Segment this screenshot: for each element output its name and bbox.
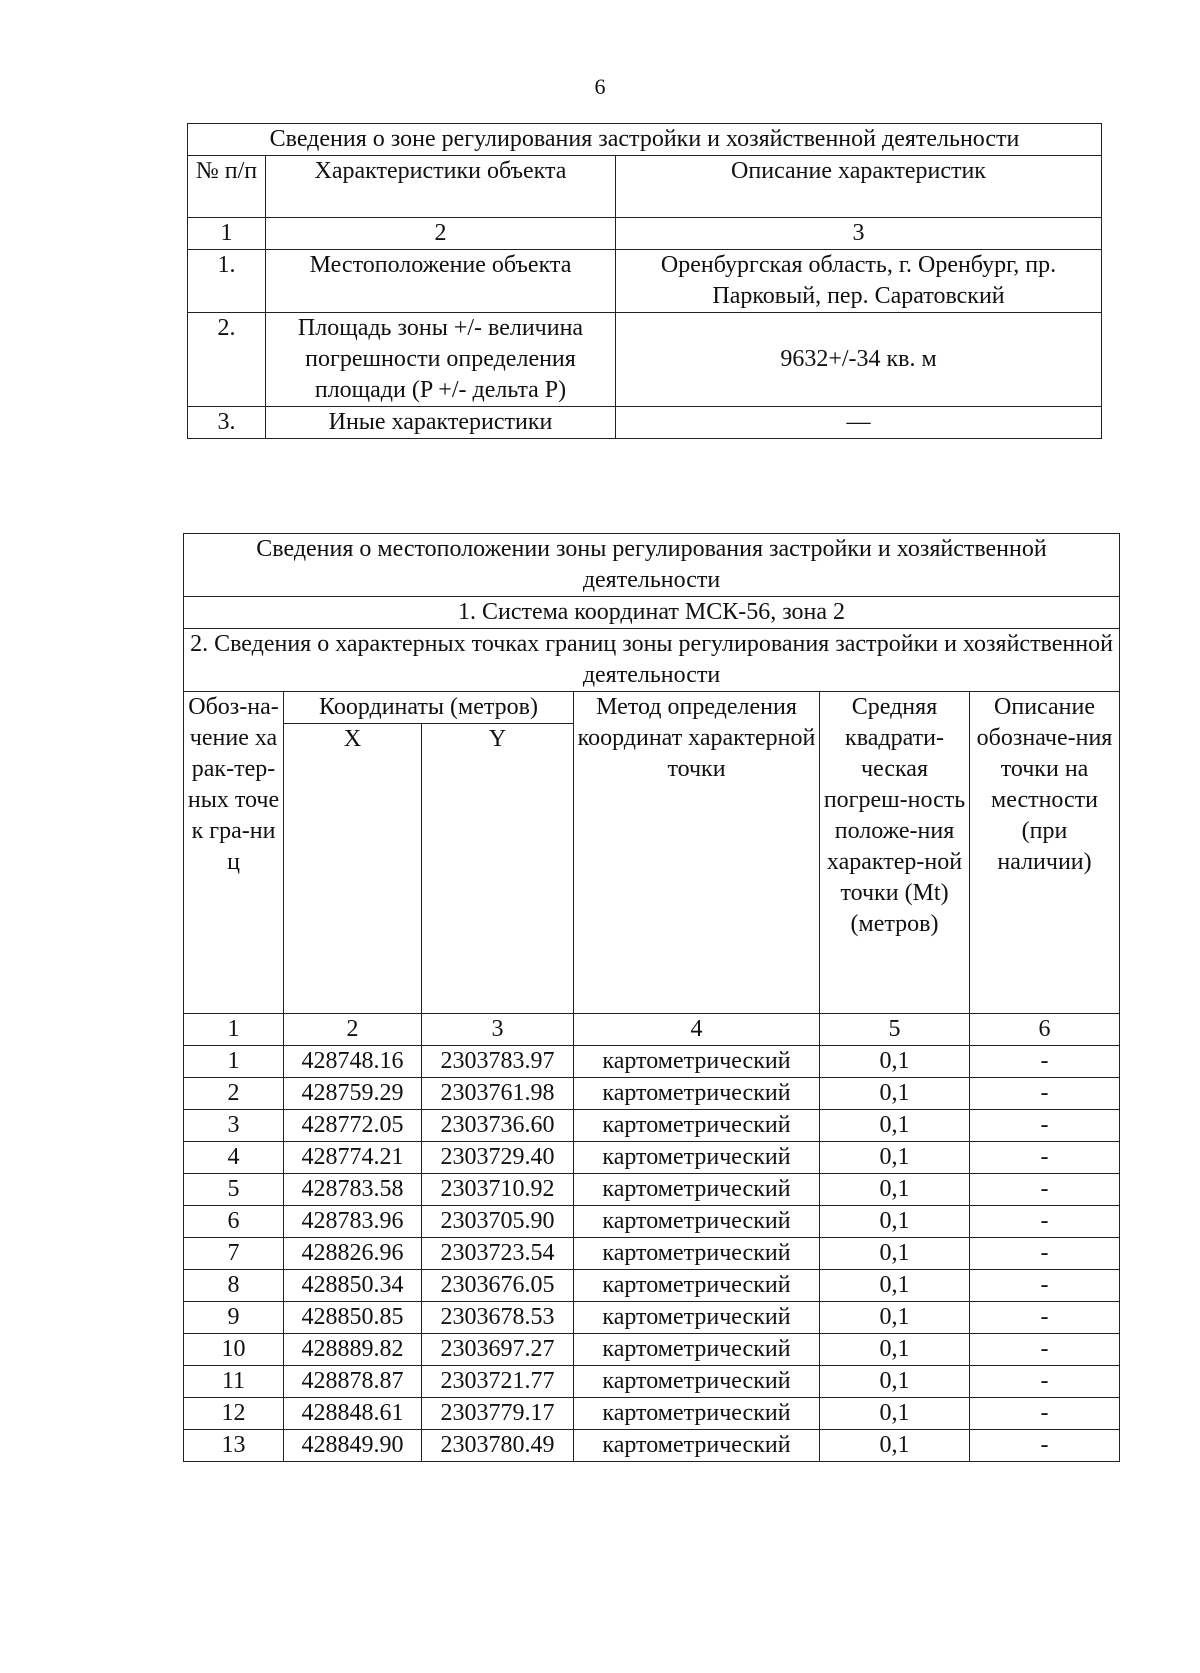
point-description: -	[970, 1366, 1120, 1398]
method: картометрический	[574, 1206, 820, 1238]
row-num: 3.	[188, 407, 266, 439]
point-number: 5	[184, 1174, 284, 1206]
mt-error: 0,1	[820, 1430, 970, 1462]
method: картометрический	[574, 1302, 820, 1334]
coord-y: 2303697.27	[422, 1334, 574, 1366]
point-number: 12	[184, 1398, 284, 1430]
row-characteristic: Площадь зоны +/- величина погрешности определения площади (P +/- дельта P)	[266, 313, 616, 407]
mt-error: 0,1	[820, 1206, 970, 1238]
point-number: 11	[184, 1366, 284, 1398]
header-description: Описание характеристик	[616, 156, 1102, 218]
method: картометрический	[574, 1398, 820, 1430]
coord-y: 2303723.54	[422, 1238, 574, 1270]
method: картометрический	[574, 1110, 820, 1142]
point-description: -	[970, 1206, 1120, 1238]
coord-x: 428849.90	[284, 1430, 422, 1462]
row-description: Оренбургская область, г. Оренбург, пр. Парковый, пер. Саратовский	[616, 250, 1102, 313]
mt-error: 0,1	[820, 1334, 970, 1366]
coord-y: 2303783.97	[422, 1046, 574, 1078]
row-characteristic: Местоположение объекта	[266, 250, 616, 313]
table-row	[184, 1430, 1120, 1462]
coord-x: 428759.29	[284, 1078, 422, 1110]
header-designation: Обоз-на-чение харак-тер-ных точек гра-ниц	[184, 692, 284, 1014]
coord-y: 2303780.49	[422, 1430, 574, 1462]
mt-error: 0,1	[820, 1238, 970, 1270]
mt-error: 0,1	[820, 1270, 970, 1302]
mt-error: 0,1	[820, 1110, 970, 1142]
coordinates-table	[183, 533, 1120, 1462]
table-row	[184, 1110, 1120, 1142]
mt-error: 0,1	[820, 1174, 970, 1206]
header-method: Метод определения координат характерной точки	[574, 692, 820, 1014]
col-number: 5	[820, 1014, 970, 1046]
coord-x: 428772.05	[284, 1110, 422, 1142]
col-number: 1	[188, 218, 266, 250]
method: картометрический	[574, 1366, 820, 1398]
col-number: 2	[266, 218, 616, 250]
col-number: 3	[422, 1014, 574, 1046]
point-number: 8	[184, 1270, 284, 1302]
method: картометрический	[574, 1078, 820, 1110]
col-number: 6	[970, 1014, 1120, 1046]
coordinate-system: 1. Система координат МСК-56, зона 2	[184, 597, 1120, 629]
point-description: -	[970, 1238, 1120, 1270]
table-row	[184, 1334, 1120, 1366]
point-description: -	[970, 1046, 1120, 1078]
header-y: Y	[422, 724, 574, 1014]
coord-y: 2303710.92	[422, 1174, 574, 1206]
row-num: 1.	[188, 250, 266, 313]
table-row	[184, 1302, 1120, 1334]
mt-error: 0,1	[820, 1078, 970, 1110]
points-subtitle: 2. Сведения о характерных точках границ зоны регулирования застройки и хозяйственной деятельности	[184, 629, 1120, 692]
point-description: -	[970, 1430, 1120, 1462]
header-x: X	[284, 724, 422, 1014]
mt-error: 0,1	[820, 1398, 970, 1430]
point-number: 13	[184, 1430, 284, 1462]
mt-error: 0,1	[820, 1302, 970, 1334]
coord-y: 2303676.05	[422, 1270, 574, 1302]
point-description: -	[970, 1174, 1120, 1206]
mt-error: 0,1	[820, 1142, 970, 1174]
page-number: 6	[594, 74, 606, 99]
method: картометрический	[574, 1046, 820, 1078]
zone-info-title: Сведения о зоне регулирования застройки и хозяйственной деятельности	[188, 124, 1102, 156]
coord-x: 428783.96	[284, 1206, 422, 1238]
method: картометрический	[574, 1334, 820, 1366]
col-number: 1	[184, 1014, 284, 1046]
point-number: 7	[184, 1238, 284, 1270]
table-row	[184, 1046, 1120, 1078]
point-number: 6	[184, 1206, 284, 1238]
coord-x: 428889.82	[284, 1334, 422, 1366]
coord-x: 428774.21	[284, 1142, 422, 1174]
coord-y: 2303761.98	[422, 1078, 574, 1110]
coord-y: 2303779.17	[422, 1398, 574, 1430]
method: картометрический	[574, 1430, 820, 1462]
header-coordinates: Координаты (метров)	[284, 692, 574, 724]
point-description: -	[970, 1334, 1120, 1366]
point-number: 2	[184, 1078, 284, 1110]
coord-x: 428826.96	[284, 1238, 422, 1270]
point-number: 3	[184, 1110, 284, 1142]
point-number: 4	[184, 1142, 284, 1174]
method: картометрический	[574, 1174, 820, 1206]
table-row	[184, 1206, 1120, 1238]
point-description: -	[970, 1270, 1120, 1302]
points-body	[184, 1046, 1120, 1462]
header-num: № п/п	[188, 156, 266, 218]
table-row	[184, 1398, 1120, 1430]
coord-x: 428783.58	[284, 1174, 422, 1206]
table-row	[184, 1078, 1120, 1110]
row-num: 2.	[188, 313, 266, 407]
point-number: 10	[184, 1334, 284, 1366]
method: картометрический	[574, 1270, 820, 1302]
header-characteristics: Характеристики объекта	[266, 156, 616, 218]
point-description: -	[970, 1142, 1120, 1174]
point-description: -	[970, 1398, 1120, 1430]
mt-error: 0,1	[820, 1046, 970, 1078]
zone-info-table	[187, 123, 1102, 439]
table-row	[184, 1174, 1120, 1206]
coord-y: 2303705.90	[422, 1206, 574, 1238]
coord-y: 2303736.60	[422, 1110, 574, 1142]
point-description: -	[970, 1302, 1120, 1334]
header-error: Средняя квадрати-ческая погреш-ность положе-ния характер-ной точки (Mt) (метров)	[820, 692, 970, 1014]
coord-x: 428850.34	[284, 1270, 422, 1302]
table-row	[184, 1142, 1120, 1174]
coord-y: 2303729.40	[422, 1142, 574, 1174]
col-number: 2	[284, 1014, 422, 1046]
point-number: 9	[184, 1302, 284, 1334]
table-row	[184, 1238, 1120, 1270]
mt-error: 0,1	[820, 1366, 970, 1398]
coord-x: 428878.87	[284, 1366, 422, 1398]
coord-y: 2303721.77	[422, 1366, 574, 1398]
coord-x: 428850.85	[284, 1302, 422, 1334]
table-row	[184, 1270, 1120, 1302]
method: картометрический	[574, 1142, 820, 1174]
location-title: Сведения о местоположении зоны регулирования застройки и хозяйственной деятельности	[184, 534, 1120, 597]
coord-x: 428748.16	[284, 1046, 422, 1078]
row-description: —	[616, 407, 1102, 439]
coord-x: 428848.61	[284, 1398, 422, 1430]
point-description: -	[970, 1078, 1120, 1110]
point-description: -	[970, 1110, 1120, 1142]
table-row	[184, 1366, 1120, 1398]
header-description: Описание обозначе-ния точки на местности (при наличии)	[970, 692, 1120, 1014]
point-number: 1	[184, 1046, 284, 1078]
coord-y: 2303678.53	[422, 1302, 574, 1334]
row-description: 9632+/-34 кв. м	[616, 313, 1102, 407]
col-number: 3	[616, 218, 1102, 250]
col-number: 4	[574, 1014, 820, 1046]
row-characteristic: Иные характеристики	[266, 407, 616, 439]
method: картометрический	[574, 1238, 820, 1270]
